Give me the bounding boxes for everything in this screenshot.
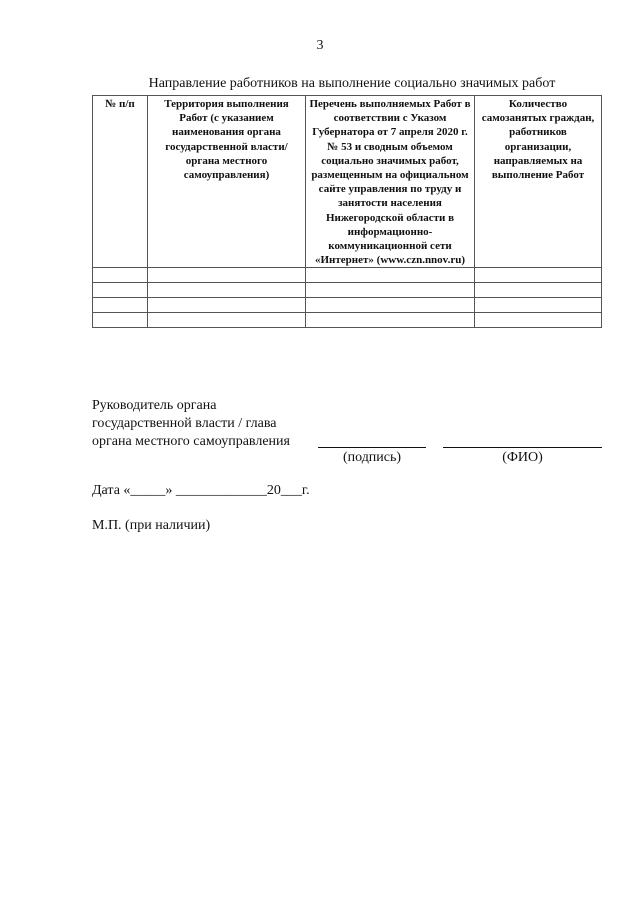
signoff-line-1: Руководитель органа xyxy=(92,398,217,413)
table-cell[interactable] xyxy=(306,283,475,298)
table-cell[interactable] xyxy=(93,298,148,313)
table-cell[interactable] xyxy=(93,283,148,298)
signoff-line-2: государственной власти / глава xyxy=(92,416,277,431)
header-territory: Территория выполнения Работ (с указанием наименования органа государственной власти/ органа местного самоуправления) xyxy=(148,96,306,268)
table-row xyxy=(93,283,602,298)
header-count: Количество самозанятых граждан, работников организации, направляемых на выполнение Работ xyxy=(475,96,602,268)
workers-table xyxy=(92,95,602,328)
table-row xyxy=(93,268,602,283)
header-number: № п/п xyxy=(93,96,148,268)
table-cell[interactable] xyxy=(306,313,475,328)
table-cell[interactable] xyxy=(306,268,475,283)
signature-line[interactable] xyxy=(318,447,426,448)
table-cell[interactable] xyxy=(148,283,306,298)
table-cell[interactable] xyxy=(93,268,148,283)
table-cell[interactable] xyxy=(148,298,306,313)
table-row xyxy=(93,298,602,313)
table-cell[interactable] xyxy=(148,313,306,328)
stamp-line: М.П. (при наличии) xyxy=(92,518,211,533)
table-cell[interactable] xyxy=(306,298,475,313)
table-cell[interactable] xyxy=(475,283,602,298)
table-row xyxy=(93,313,602,328)
table-cell[interactable] xyxy=(148,268,306,283)
name-caption: (ФИО) xyxy=(502,450,543,465)
table-cell[interactable] xyxy=(475,268,602,283)
table-header-row xyxy=(93,96,602,268)
table-cell[interactable] xyxy=(475,313,602,328)
name-line[interactable] xyxy=(443,447,602,448)
document-title: Направление работников на выполнение социально значимых работ xyxy=(148,76,556,91)
table-cell[interactable] xyxy=(475,298,602,313)
header-works-list: Перечень выполняемых Работ в соответствии с Указом Губернатора от 7 апреля 2020 г. № 53 и сводным объемом социально значимых работ, размещенным на официальном сайте управления по труду и занятости населения Нижегородской области в информационно-коммуникационной сети «Интернет» (www.czn.nnov.ru) xyxy=(306,96,475,268)
table-cell[interactable] xyxy=(93,313,148,328)
date-line: Дата «_____» _____________20___г. xyxy=(92,483,310,498)
signoff-line-3: органа местного самоуправления xyxy=(92,434,290,449)
signature-caption: (подпись) xyxy=(342,450,402,465)
page-number: 3 xyxy=(316,38,324,53)
